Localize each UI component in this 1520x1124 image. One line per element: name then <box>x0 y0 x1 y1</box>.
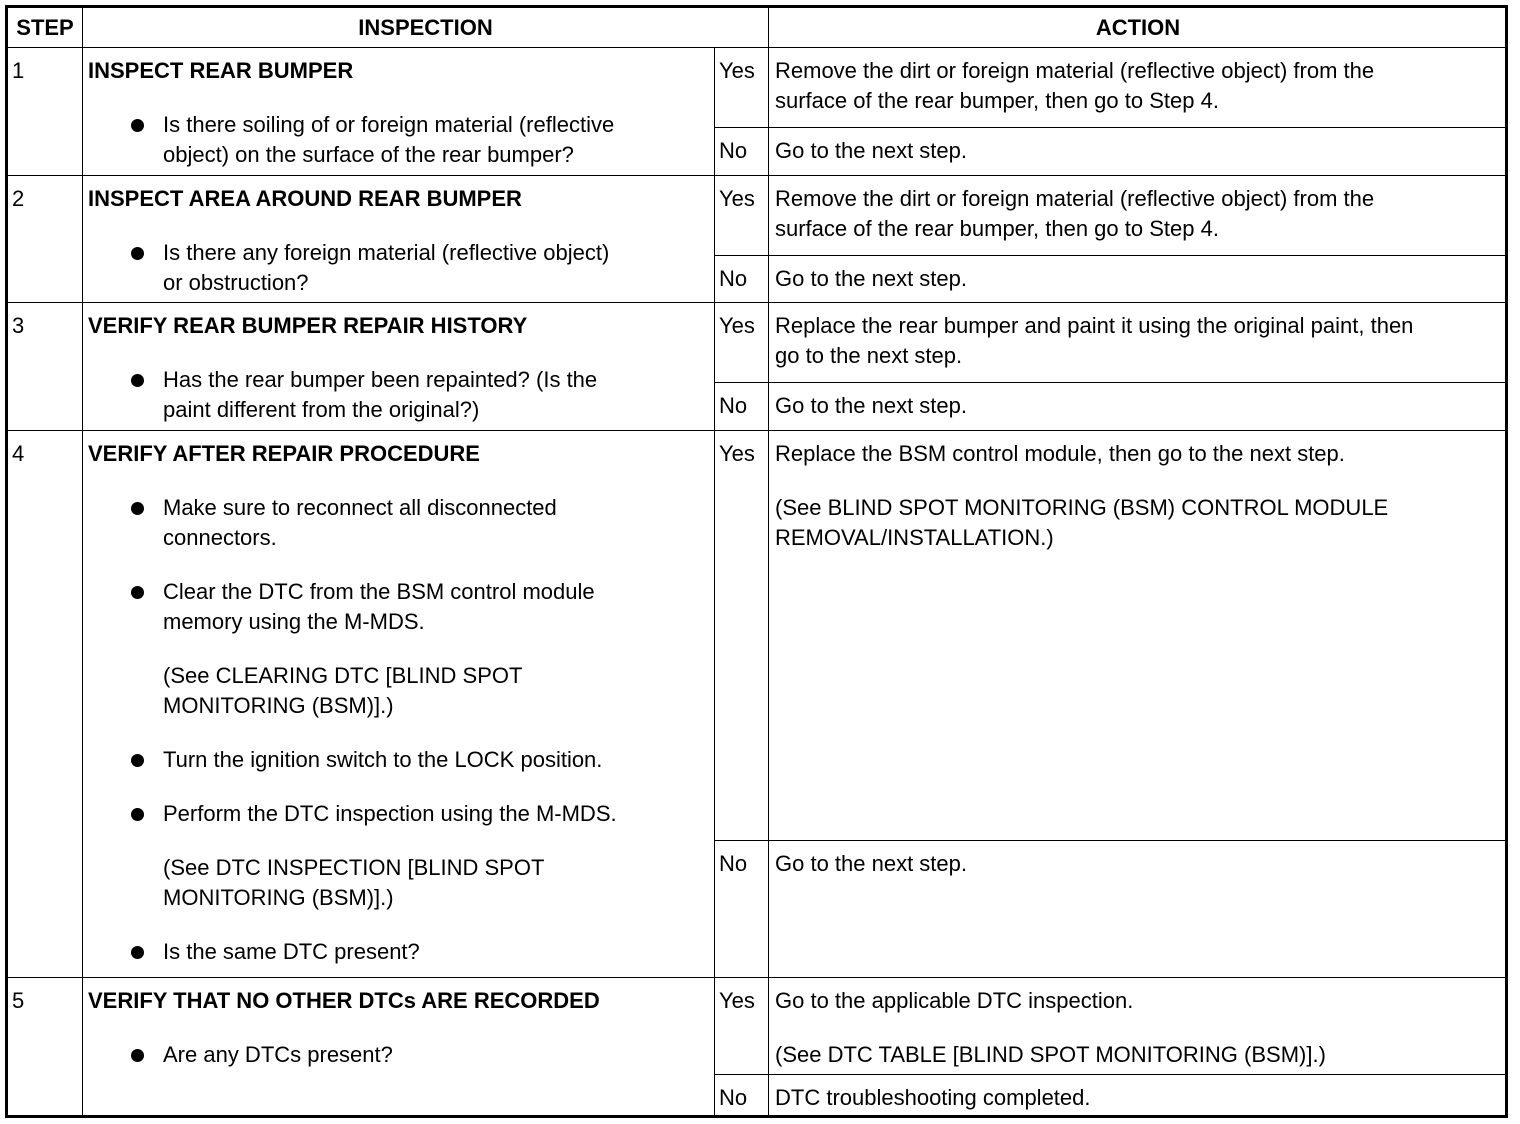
yes-label: Yes <box>719 313 755 338</box>
no-label: No <box>719 851 748 876</box>
bullet-item <box>163 937 714 967</box>
bullet-icon <box>131 502 144 515</box>
action-paragraph <box>775 136 1507 166</box>
text-line: memory using the M-MDS. <box>163 609 425 634</box>
bullet-icon <box>131 119 144 132</box>
text-line: surface of the rear bumper, then go to Step 4. <box>775 88 1219 113</box>
text-line: Has the rear bumper been repainted? (Is the <box>163 367 598 392</box>
no-action-cell <box>769 256 1508 303</box>
text-line: Remove the dirt or foreign material (reflective object) from the <box>775 186 1375 211</box>
yes-label-cell <box>715 431 769 841</box>
bullet-icon <box>131 586 144 599</box>
yes-label-cell <box>715 48 769 128</box>
text-line: MONITORING (BSM)].) <box>163 885 394 910</box>
action-paragraph <box>775 1083 1507 1113</box>
yes-label-cell <box>715 978 769 1075</box>
text-line: MONITORING (BSM)].) <box>163 693 394 718</box>
no-label-cell <box>715 383 769 431</box>
text-line: Turn the ignition switch to the LOCK position. <box>163 747 603 772</box>
no-action-cell <box>769 383 1508 431</box>
yes-action-cell <box>769 431 1508 841</box>
no-label: No <box>719 266 748 291</box>
bullet-icon <box>131 808 144 821</box>
bullet-icon <box>131 247 144 260</box>
header-inspection: INSPECTION <box>83 8 769 48</box>
text-line: connectors. <box>163 525 277 550</box>
yes-label: Yes <box>719 441 755 466</box>
text-line: (See DTC TABLE [BLIND SPOT MONITORING (BSM)].) <box>775 1042 1326 1067</box>
text-line: Replace the rear bumper and paint it using the original paint, then <box>775 313 1414 338</box>
text-line: Are any DTCs present? <box>163 1042 393 1067</box>
no-label-cell <box>715 841 769 978</box>
bullet-item <box>163 577 714 637</box>
step-number: 4 <box>12 441 25 466</box>
inspection-title: VERIFY THAT NO OTHER DTCs ARE RECORDED <box>88 988 600 1013</box>
inspection-cell <box>83 303 715 431</box>
text-line: (See BLIND SPOT MONITORING (BSM) CONTROL MODULE <box>775 495 1389 520</box>
text-line: Go to the applicable DTC inspection. <box>775 988 1134 1013</box>
reference-note <box>163 661 714 721</box>
text-line: paint different from the original?) <box>163 397 480 422</box>
yes-action-cell <box>769 978 1508 1075</box>
action-paragraph <box>775 1040 1507 1070</box>
bullet-icon <box>131 946 144 959</box>
no-label: No <box>719 1085 748 1110</box>
text-line: or obstruction? <box>163 270 309 295</box>
step-number: 5 <box>12 988 25 1013</box>
action-paragraph <box>775 439 1507 469</box>
text-line: Go to the next step. <box>775 138 968 163</box>
inspection-title: VERIFY REAR BUMPER REPAIR HISTORY <box>88 313 528 338</box>
step-number-cell <box>8 176 83 303</box>
bullet-item <box>163 238 714 298</box>
step-number: 1 <box>12 58 25 83</box>
inspection-cell <box>83 978 715 1118</box>
text-line: Is the same DTC present? <box>163 939 420 964</box>
yes-label-cell <box>715 303 769 383</box>
text-line: (See CLEARING DTC [BLIND SPOT <box>163 663 523 688</box>
inspection-title: INSPECT AREA AROUND REAR BUMPER <box>88 186 522 211</box>
yes-label-cell <box>715 176 769 256</box>
action-paragraph <box>775 391 1507 421</box>
text-line: Replace the BSM control module, then go to the next step. <box>775 441 1345 466</box>
no-label-cell <box>715 128 769 176</box>
yes-label: Yes <box>719 58 755 83</box>
text-line: surface of the rear bumper, then go to Step 4. <box>775 216 1219 241</box>
bullet-item <box>163 110 714 170</box>
no-label-cell <box>715 256 769 303</box>
text-line: DTC troubleshooting completed. <box>775 1085 1091 1110</box>
no-label-cell <box>715 1075 769 1118</box>
action-paragraph <box>775 56 1507 116</box>
text-line: Remove the dirt or foreign material (reflective object) from the <box>775 58 1375 83</box>
no-label: No <box>719 138 748 163</box>
inspection-title: INSPECT REAR BUMPER <box>88 58 354 83</box>
yes-action-cell <box>769 303 1508 383</box>
action-paragraph <box>775 311 1507 371</box>
bullet-item <box>163 745 714 775</box>
text-line: Is there soiling of or foreign material (reflective <box>163 112 615 137</box>
step-number-cell <box>8 978 83 1118</box>
header-action: ACTION <box>769 8 1508 48</box>
action-paragraph <box>775 493 1507 553</box>
text-line: go to the next step. <box>775 343 963 368</box>
no-action-cell <box>769 1075 1508 1118</box>
bullet-item <box>163 493 714 553</box>
text-line: Perform the DTC inspection using the M-MDS. <box>163 801 617 826</box>
action-paragraph <box>775 184 1507 244</box>
step-number-cell <box>8 431 83 978</box>
yes-action-cell <box>769 176 1508 256</box>
bullet-icon <box>131 374 144 387</box>
step-number: 2 <box>12 186 25 211</box>
action-paragraph <box>775 264 1507 294</box>
text-line: Go to the next step. <box>775 393 968 418</box>
step-number-cell <box>8 48 83 176</box>
no-action-cell <box>769 841 1508 978</box>
inspection-cell <box>83 176 715 303</box>
text-line: Go to the next step. <box>775 851 968 876</box>
text-line: Is there any foreign material (reflective object) <box>163 240 610 265</box>
yes-label: Yes <box>719 988 755 1013</box>
text-line: (See DTC INSPECTION [BLIND SPOT <box>163 855 545 880</box>
bullet-item <box>163 799 714 829</box>
bullet-icon <box>131 754 144 767</box>
reference-note <box>163 853 714 913</box>
text-line: Go to the next step. <box>775 266 968 291</box>
yes-label: Yes <box>719 186 755 211</box>
inspection-cell <box>83 431 715 978</box>
yes-action-cell <box>769 48 1508 128</box>
text-line: Clear the DTC from the BSM control module <box>163 579 595 604</box>
no-action-cell <box>769 128 1508 176</box>
bullet-item <box>163 365 714 425</box>
bullet-icon <box>131 1049 144 1062</box>
inspection-cell <box>83 48 715 176</box>
bullet-item <box>163 1040 714 1070</box>
inspection-title: VERIFY AFTER REPAIR PROCEDURE <box>88 441 480 466</box>
text-line: object) on the surface of the rear bumper? <box>163 142 574 167</box>
step-number: 3 <box>12 313 25 338</box>
no-label: No <box>719 393 748 418</box>
text-line: REMOVAL/INSTALLATION.) <box>775 525 1054 550</box>
action-paragraph <box>775 986 1507 1016</box>
step-number-cell <box>8 303 83 431</box>
header-step: STEP <box>8 8 83 48</box>
text-line: Make sure to reconnect all disconnected <box>163 495 557 520</box>
action-paragraph <box>775 849 1507 879</box>
